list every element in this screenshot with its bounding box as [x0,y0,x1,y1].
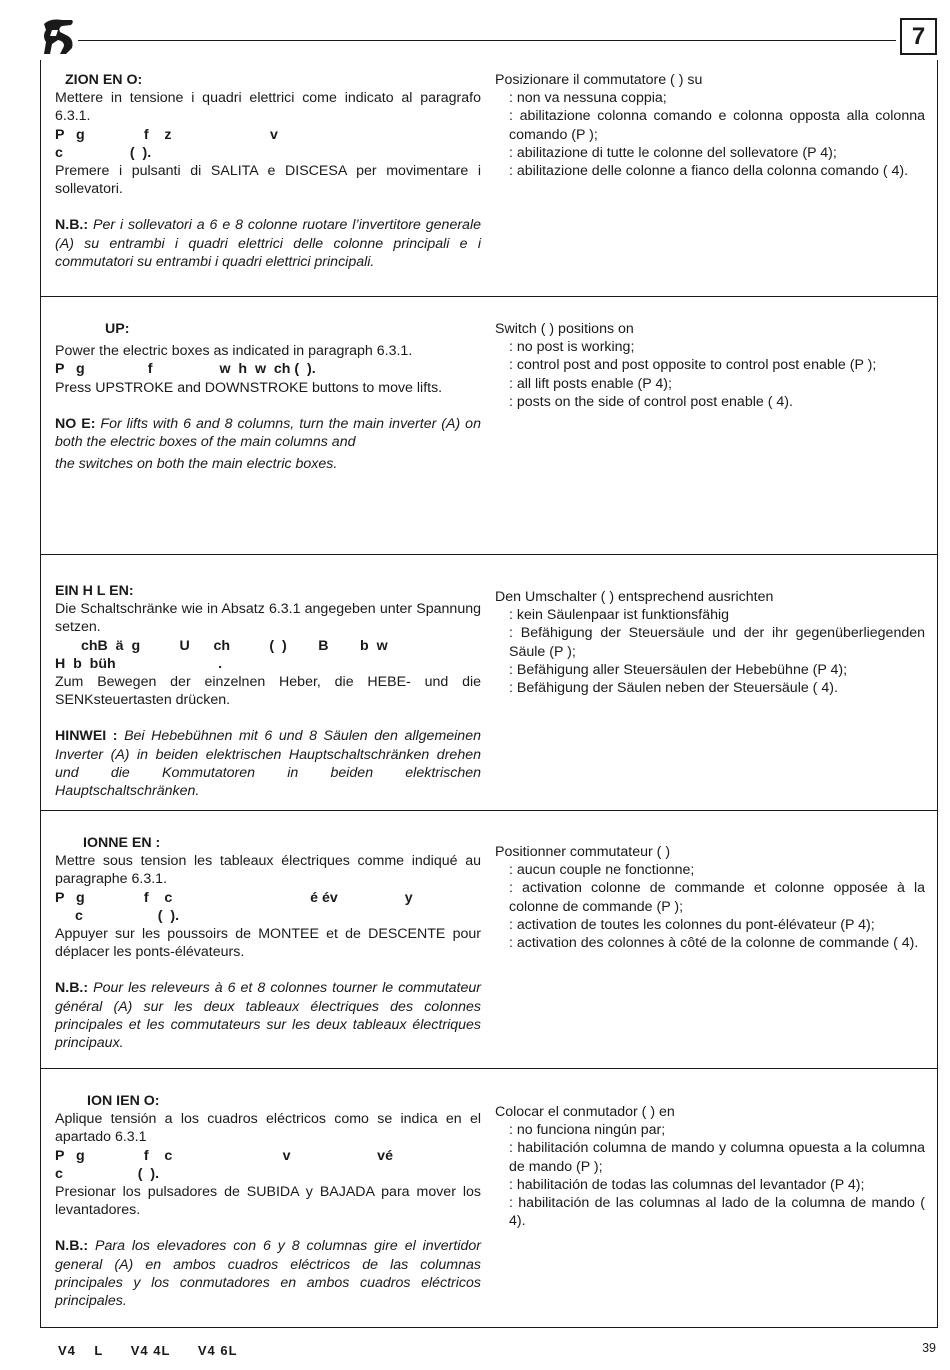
switch-instruction: Colocar el conmutador ( ) en [495,1104,675,1120]
switch-option: : habilitación de todas las columnas del levantador (P 4); [509,1176,865,1193]
note-text: the switches on both the main electric boxes. [55,456,338,473]
note-text: Bei Hebebühnen mit 6 und 8 Säulen den allgemeinen Inverter (A) in beiden elektrischen Hauptschaltschränken drehen und die Kommutatoren in beiden elektrischen Hauptschaltschränken. [55,728,481,800]
paragraph: Press UPSTROKE and DOWNSTROKE buttons to move lifts. [55,379,443,396]
switch-option: : posts on the side of control post enable ( 4). [509,393,793,410]
switch-instruction: Switch ( ) positions on [495,321,634,337]
paragraph: c ( ). [75,907,180,924]
paragraph: chB ä g U ch ( ) B b w [81,637,388,654]
section-title: ZION EN O: [65,72,143,88]
switch-option: : no funciona ningún par; [509,1122,666,1139]
note-label: N.B.: [55,980,89,997]
paragraph: c ( ). [55,1165,160,1182]
note-text: Para los elevadores con 6 y 8 columnas gire el invertidor general (A) en ambos cuadros eléctricos de las columnas principales y los conmutadores en ambos cuadros eléctricos principales. [55,1238,481,1310]
paragraph: P g f c v vé [55,1147,393,1164]
section-title: EIN H L EN: [55,583,134,599]
header-rule [78,40,896,41]
switch-option: : habilitación columna de mando y columna opuesta a la columna de mando (P ); [509,1140,925,1175]
section-title: UP: [105,321,130,337]
switch-instruction: Posizionare il commutatore ( ) su [495,72,703,88]
section-italian [40,60,938,296]
switch-instruction: Den Umschalter ( ) entsprechend ausrichten [495,589,774,605]
paragraph: P g f w h w ch ( ). [55,361,316,378]
section-english [40,297,938,554]
english-right-column [495,320,925,411]
paragraph: Power the electric boxes as indicated in paragraph 6.3.1. [55,343,413,360]
paragraph: c ( ). [55,144,152,161]
page-header [0,0,950,65]
switch-option: : abilitazione di tutte le colonne del sollevatore (P 4); [509,144,837,161]
chapter-number: 7 [900,18,937,55]
switch-option: : kein Säulenpaar ist funktionsfähig [509,607,730,624]
section-french [40,811,938,1068]
switch-option: : activation des colonnes à côté de la colonne de commande ( 4). [509,935,919,952]
paragraph: Zum Bewegen der einzelnen Heber, die HEBE- und die SENKsteuertasten drücken. [55,674,481,709]
note-text: Per i sollevatori a 6 e 8 colonne ruotare l’invertitore generale (A) su entrambi i quadri elettrici delle colonne principali e i commutatori su entrambi i quadri elettrici principali. [55,217,481,270]
note-label: NO E: [55,415,96,432]
french-left-column [55,834,481,1052]
italian-left-column [55,71,481,271]
spanish-right-column [495,1103,925,1230]
section-german [40,555,938,810]
paragraph: Mettre sous tension les tableaux électriques comme indiqué au paragraphe 6.3.1. [55,853,481,888]
switch-option: : aucun couple ne fonctionne; [509,862,695,879]
switch-option: : no post is working; [509,339,635,356]
switch-option: : Befähigung der Säulen neben der Steuersäule ( 4). [509,680,838,697]
switch-option: : Befähigung aller Steuersäulen der Hebebühne (P 4); [509,661,848,678]
section-spanish [40,1069,938,1328]
switch-option: : activation de toutes les colonnes du pont-élévateur (P 4); [509,916,875,933]
note-label: N.B.: [55,217,89,234]
switch-option: : activation colonne de commande et colonne opposée à la colonne de commande (P ); [509,880,925,915]
spanish-left-column [55,1092,481,1310]
note-text: Pour les releveurs à 6 et 8 colonnes tourner le commutateur général (A) sur les deux tableaux électriques des colonnes principales et les commutateurs sur les deux tableaux électriques principaux. [55,980,481,1052]
section-title: IONNE EN : [83,835,161,851]
note-label: HINWEI : [55,728,118,745]
french-right-column [495,843,925,952]
paragraph: Premere i pulsanti di SALITA e DISCESA per movimentare i sollevatori. [55,163,481,198]
paragraph: Aplique tensión a los cuadros eléctricos como se indica en el apartado 6.3.1 [55,1111,481,1146]
paragraph: Die Schaltschränke wie in Absatz 6.3.1 angegeben unter Spannung setzen. [55,601,481,636]
switch-option: : abilitazione delle colonne a fianco della colonna comando ( 4). [509,163,909,180]
paragraph: P g f z v [55,126,278,143]
german-right-column [495,588,925,697]
note-text: For lifts with 6 and 8 columns, turn the main inverter (A) on both the electric boxes of the main columns and [55,415,481,451]
paragraph: P g f c é év y [55,889,413,906]
paragraph: Mettere in tensione i quadri elettrici come indicato al paragrafo 6.3.1. [55,90,481,125]
paragraph: H b büh . [55,655,223,672]
footer-models: V4 L V4 4L V4 6L [58,1343,238,1358]
note-label: N.B.: [55,1238,89,1255]
switch-option: : control post and post opposite to control post enable (P ); [509,357,877,374]
paragraph: Appuyer sur les poussoirs de MONTEE et de DESCENTE pour déplacer les ponts-élévateurs. [55,926,481,961]
switch-option: : non va nessuna coppia; [509,90,667,107]
switch-option: : abilitazione colonna comando e colonna opposta alla colonna comando (P ); [509,108,925,143]
paragraph: Presionar los pulsadores de SUBIDA y BAJADA para mover los levantadores. [55,1184,481,1219]
german-left-column [55,582,481,800]
section-title: ION IEN O: [87,1093,160,1109]
english-left-column [55,320,481,473]
footer-page-number: 39 [922,1341,936,1355]
italian-right-column [495,71,925,180]
switch-option: : Befähigung der Steuersäule und der ihr gegenüberliegenden Säule (P ); [509,625,925,660]
switch-instruction: Positionner commutateur ( ) [495,844,671,860]
switch-option: : all lift posts enable (P 4); [509,375,672,392]
brand-logo-icon [38,14,82,58]
switch-option: : habilitación de las columnas al lado de la columna de mando ( 4). [509,1195,925,1230]
